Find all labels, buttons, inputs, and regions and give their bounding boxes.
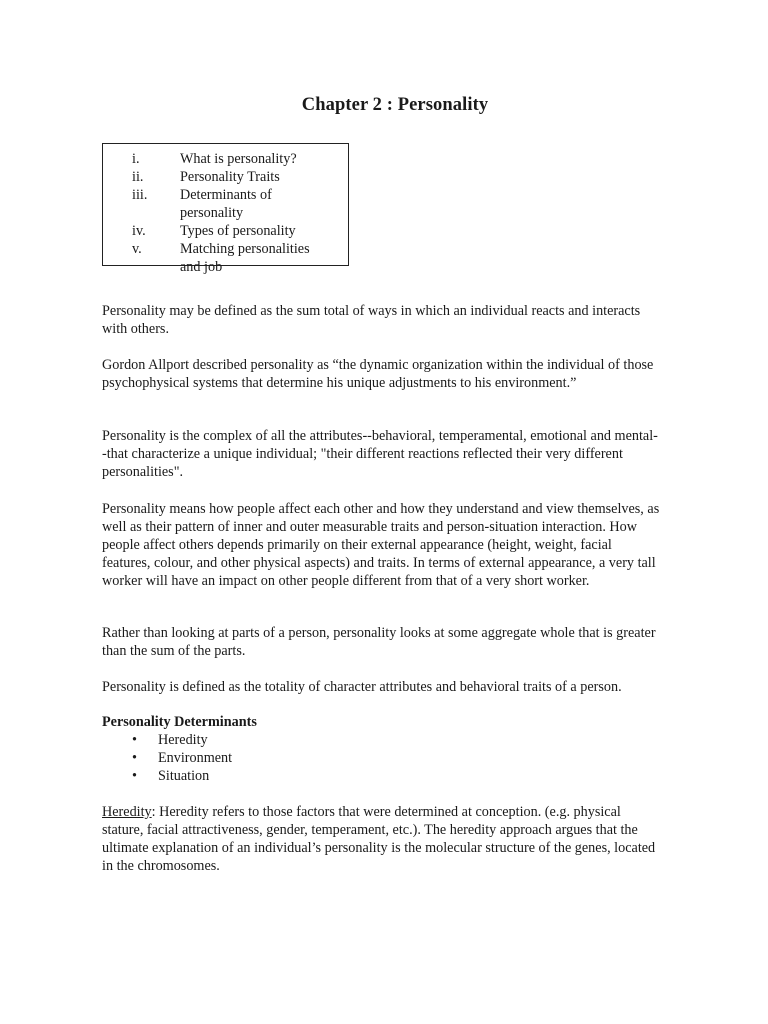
toc-number: i.	[132, 151, 140, 167]
toc-text: Matching personalities and job	[180, 241, 310, 275]
list-item	[102, 767, 232, 785]
list-item	[102, 731, 232, 749]
toc-text: Determinants of personality	[180, 187, 272, 221]
toc-text: Types of personality	[180, 223, 296, 239]
toc-number: iv.	[132, 223, 146, 239]
list-item-label: Environment	[158, 750, 233, 766]
bullet-icon: •	[132, 732, 137, 748]
paragraph-affect: Personality means how people affect each other and how they understand and view themselves, as well as their pattern of inner and outer measurable traits and person-situation interaction. How people affect others depends primarily on their external appearance (height, weight, facial features, colour, and other physical aspects) and traits. In terms of external appearance, a very tall worker will have an impact on other people different from that of a very short worker.	[102, 501, 660, 589]
list-item-label: Situation	[158, 768, 210, 784]
toc-text: What is personality?	[180, 151, 297, 167]
paragraph-definition: Personality may be defined as the sum total of ways in which an individual reacts and interacts with others.	[102, 303, 641, 337]
heredity-label: Heredity	[102, 804, 152, 820]
paragraph-aggregate: Rather than looking at parts of a person, personality looks at some aggregate whole that is greater than the sum of the parts.	[102, 625, 656, 659]
list-item-label: Heredity	[158, 732, 208, 748]
bullet-icon: •	[132, 768, 137, 784]
toc-text: Personality Traits	[180, 169, 280, 185]
heredity-text: Heredity refers to those factors that were determined at conception. (e.g. physical stature, facial attractiveness, gender, temperament, etc.). The heredity approach argues that the ultimate explanation of an individual’s personality is the molecular structure of the genes, located in the chromosomes.	[102, 804, 656, 874]
bullet-icon: •	[132, 750, 137, 766]
page-title: Chapter 2 : Personality	[301, 95, 489, 115]
toc-item	[103, 150, 348, 168]
paragraph-attributes: Personality is the complex of all the attributes--behavioral, temperamental, emotional and mental--that characterize a unique individual; "their different reactions reflected their very different personalities".	[102, 428, 658, 480]
toc-number: ii.	[132, 169, 144, 185]
paragraph-heredity	[102, 803, 662, 875]
toc-item	[103, 222, 348, 240]
toc-item	[103, 168, 348, 186]
paragraph-allport: Gordon Allport described personality as “the dynamic organization within the individual of those psychophysical systems that determine his unique adjustments to his environment.”	[102, 357, 654, 391]
table-of-contents	[102, 143, 349, 275]
toc-item	[103, 186, 348, 222]
determinants-heading: Personality Determinants	[102, 714, 257, 730]
toc-number: iii.	[132, 187, 148, 203]
list-item	[102, 749, 232, 767]
paragraph-totality: Personality is defined as the totality of character attributes and behavioral traits of a person.	[102, 679, 622, 695]
heredity-separator: :	[151, 804, 156, 820]
toc-item	[103, 240, 348, 276]
determinants-list	[102, 731, 232, 785]
toc-number: v.	[132, 241, 142, 257]
